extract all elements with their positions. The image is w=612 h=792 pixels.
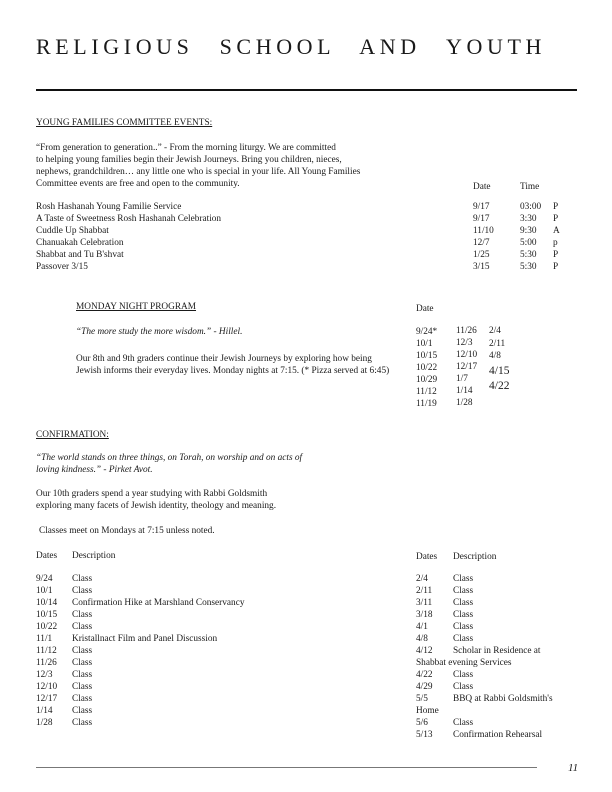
event-time: 5:00 (520, 238, 537, 248)
monday-date: 10/15 (416, 351, 438, 361)
event-date: 12/7 (473, 238, 490, 248)
event-name: Cuddle Up Shabbat (36, 226, 109, 236)
monday-date: 4/22 (489, 379, 510, 392)
schedule-date: 1/14 (36, 706, 53, 716)
schedule-description: Class (72, 670, 93, 680)
schedule-description: Home (416, 706, 439, 716)
event-time: 3:30 (520, 214, 537, 224)
young-families-heading: YOUNG FAMILIES COMMITTEE EVENTS: (36, 118, 213, 128)
page-title: RELIGIOUS SCHOOL AND YOUTH (36, 34, 547, 59)
young-families-intro-line: Committee events are free and open to the community. (36, 179, 240, 189)
event-date: 3/15 (473, 262, 490, 272)
event-ampm: A (553, 226, 560, 236)
column-header-time: Time (520, 182, 540, 192)
event-name: Chanuakah Celebration (36, 238, 124, 248)
schedule-description: Class (72, 574, 93, 584)
confirmation-quote-line: “The world stands on three things, on Torah, on worship and on acts of (36, 453, 303, 463)
schedule-left-header-dates: Dates (36, 551, 58, 561)
monday-night-heading: MONDAY NIGHT PROGRAM (76, 302, 197, 312)
schedule-date: 4/1 (416, 622, 428, 632)
event-ampm: P (553, 262, 559, 272)
schedule-date: 5/6 (416, 718, 428, 728)
event-ampm: P (553, 202, 559, 212)
confirmation-heading: CONFIRMATION: (36, 430, 109, 440)
event-name: Shabbat and Tu B'shvat (36, 250, 124, 260)
schedule-description: Class (72, 718, 93, 728)
event-name: Rosh Hashanah Young Familie Service (36, 202, 182, 212)
schedule-description: Kristallnact Film and Panel Discussion (72, 634, 218, 644)
schedule-description: Class (72, 694, 93, 704)
schedule-description: Class (453, 718, 474, 728)
monday-night-body-line: Our 8th and 9th graders continue their Jewish Journeys by exploring how being (76, 354, 372, 364)
confirmation-quote-attribution: - Pirket Avot. (101, 465, 153, 475)
schedule-date: 11/1 (36, 634, 53, 644)
event-date: 9/17 (473, 202, 490, 212)
schedule-description: Class (453, 598, 474, 608)
schedule-description: Class (72, 646, 93, 656)
page-number: 11 (568, 762, 579, 774)
event-time: 5:30 (520, 250, 537, 260)
event-ampm: P (553, 214, 559, 224)
schedule-description: Class (453, 574, 474, 584)
schedule-description: Confirmation Rehearsal (453, 730, 543, 740)
schedule-description: Shabbat evening Services (416, 658, 512, 668)
schedule-left-header-description: Description (72, 551, 116, 561)
schedule-description: Class (453, 586, 474, 596)
schedule-date: 11/26 (36, 658, 57, 668)
schedule-date: 10/1 (36, 586, 53, 596)
column-header-date: Date (473, 182, 491, 192)
schedule-right-header-description: Description (453, 552, 497, 562)
monday-night-date-label: Date (416, 304, 434, 314)
schedule-date: 4/22 (416, 670, 433, 680)
schedule-date: 4/29 (416, 682, 433, 692)
confirmation-body-line: Our 10th graders spend a year studying with Rabbi Goldsmith (36, 489, 268, 499)
schedule-date: 4/8 (416, 634, 428, 644)
schedule-date: 10/15 (36, 610, 58, 620)
event-name: A Taste of Sweetness Rosh Hashanah Celebration (36, 214, 222, 224)
schedule-date: 5/5 (416, 694, 428, 704)
monday-night-body-line: Jewish informs their everyday lives. Monday nights at 7:15. (* Pizza served at 6:45) (76, 366, 390, 376)
event-time: 5:30 (520, 262, 537, 272)
event-name: Passover 3/15 (36, 262, 88, 272)
schedule-right-header-dates: Dates (416, 552, 438, 562)
schedule-description: Class (453, 622, 474, 632)
event-date: 11/10 (473, 226, 494, 236)
monday-date: 10/1 (416, 339, 433, 349)
confirmation-classes-note: Classes meet on Mondays at 7:15 unless noted. (39, 526, 215, 536)
monday-date: 1/7 (456, 374, 468, 384)
monday-date: 12/17 (456, 362, 478, 372)
schedule-date: 12/3 (36, 670, 53, 680)
schedule-date: 4/12 (416, 646, 433, 656)
footer-rule (36, 767, 537, 768)
young-families-intro-line: “From generation to generation..” - From the morning liturgy. We are committed (36, 143, 336, 153)
event-date: 9/17 (473, 214, 490, 224)
schedule-date: 11/12 (36, 646, 57, 656)
event-ampm: p (553, 238, 558, 248)
monday-date: 9/24* (416, 327, 438, 337)
schedule-date: 9/24 (36, 574, 53, 584)
schedule-description: Class (72, 682, 93, 692)
schedule-description: Confirmation Hike at Marshland Conservancy (72, 598, 245, 608)
schedule-date: 5/13 (416, 730, 433, 740)
schedule-date: 10/14 (36, 598, 58, 608)
event-time: 03:00 (520, 202, 542, 212)
schedule-description: Class (72, 586, 93, 596)
schedule-date: 10/22 (36, 622, 58, 632)
event-time: 9:30 (520, 226, 537, 236)
monday-date: 2/11 (489, 338, 506, 349)
monday-date: 1/28 (456, 398, 473, 408)
schedule-description: Class (453, 682, 474, 692)
monday-date: 4/15 (489, 365, 510, 377)
schedule-description: Class (72, 622, 93, 632)
schedule-description: Class (453, 610, 474, 620)
schedule-date: 3/18 (416, 610, 433, 620)
monday-date: 4/8 (489, 351, 501, 361)
schedule-description: BBQ at Rabbi Goldsmith's (453, 694, 553, 704)
schedule-date: 1/28 (36, 718, 53, 728)
schedule-description: Scholar in Residence at (453, 646, 541, 656)
monday-date: 11/12 (416, 387, 437, 397)
monday-date: 2/4 (489, 326, 501, 336)
confirmation-quote-line-2 (36, 464, 153, 476)
event-date: 1/25 (473, 250, 490, 260)
event-ampm: P (553, 250, 559, 260)
schedule-date: 12/17 (36, 694, 58, 704)
monday-date: 11/26 (456, 326, 477, 336)
young-families-intro-line: nephews, grandchildren… any little one who is special in your life. All Young Families (36, 167, 361, 177)
monday-date: 10/29 (416, 375, 438, 385)
confirmation-quote-text: loving kindness.” (36, 465, 102, 475)
confirmation-body-line: exploring many facets of Jewish identity, theology and meaning. (36, 501, 277, 511)
header-rule (36, 89, 577, 91)
schedule-date: 3/11 (416, 598, 433, 608)
schedule-date: 2/4 (416, 574, 428, 584)
monday-date: 12/10 (456, 350, 478, 360)
schedule-date: 12/10 (36, 682, 58, 692)
schedule-description: Class (453, 634, 474, 644)
monday-date: 10/22 (416, 363, 438, 373)
schedule-description: Class (72, 610, 93, 620)
schedule-description: Class (72, 706, 93, 716)
monday-date: 1/14 (456, 386, 473, 396)
schedule-description: Class (72, 658, 93, 668)
young-families-intro-line: to helping young families begin their Jewish Journeys. Bring you children, nieces, (36, 155, 342, 165)
monday-date: 12/3 (456, 338, 473, 348)
schedule-date: 2/11 (416, 586, 433, 596)
monday-date: 11/19 (416, 399, 437, 409)
monday-night-quote: “The more study the more wisdom.” - Hillel. (76, 327, 243, 337)
schedule-description: Class (453, 670, 474, 680)
